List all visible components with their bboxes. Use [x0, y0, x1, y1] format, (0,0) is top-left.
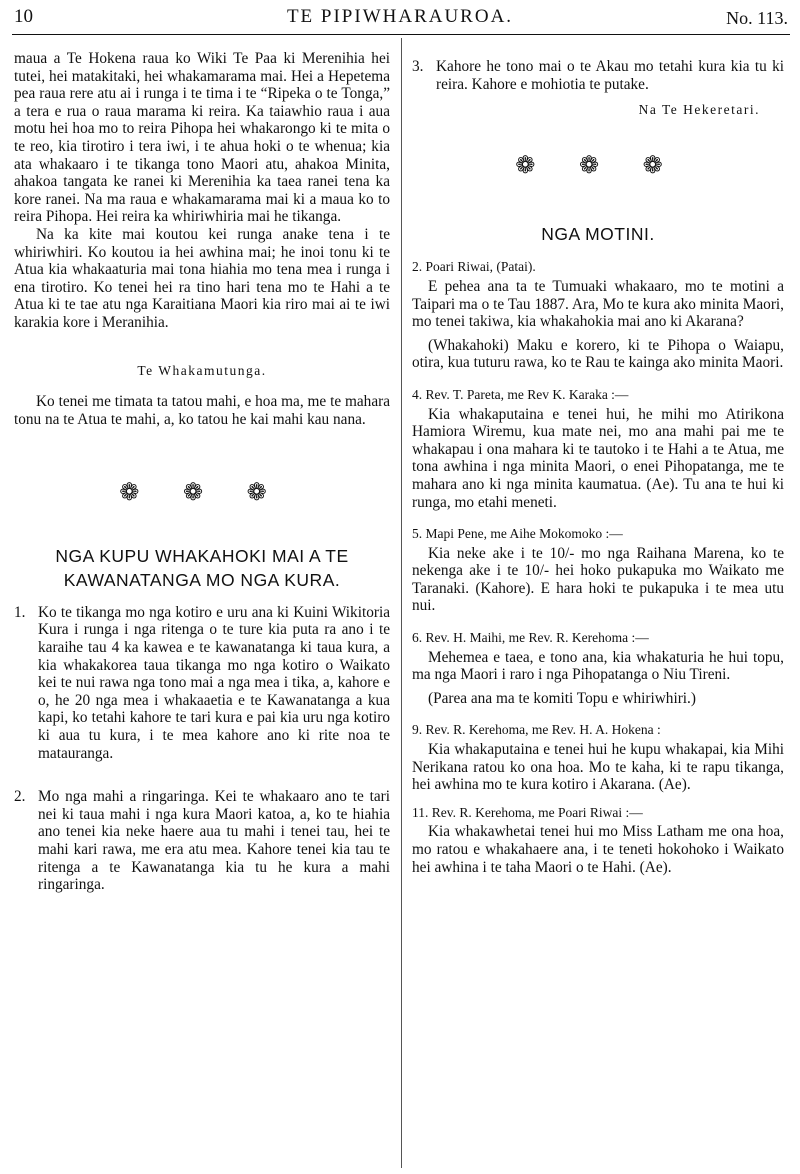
item-text: Mo nga mahi a ringaringa. Kei te whakaaro ano te tari nei ki taua mahi i nga kura Maori katoa, a, ko te hiahia ano tenei kia neke haere aua tu mahi i tenei tau, hei te mahi kari rawa, me era atu mea. Kahore tenei kia tau te ritenga a te Kawanatanga kia tu he kura a mahi ringaringa. — [38, 788, 390, 894]
right-column — [412, 58, 784, 876]
motion-text: (Parea ana ma te komiti Topu e whiriwhiri.) — [428, 689, 696, 707]
motion — [412, 629, 784, 707]
numbered-item — [412, 58, 784, 93]
section-subheading: Te Whakamutunga. — [137, 362, 267, 378]
item-text: Kahore he tono mai o te Akau mo tetahi kura kia tu ki reira. Kahore e mohiotia te putake. — [436, 58, 784, 93]
motion-text: (Whakahoki) Maku e korero, ki te Pihopa o Waiapu, otira, kua tuturu rawa, ko te Rau te kainga ako minita Maori. — [412, 336, 784, 372]
paragraph: Ko tenei me timata ta tatou mahi, e hoa ma, me te mahara tonu na te Atua te mahi, a, ko tatou he kai mahi kau nana. — [14, 393, 390, 428]
motion-heading: 9. Rev. R. Kerehoma, me Rev. H. A. Hokena : — [412, 722, 661, 738]
issue-number: No. 113. — [726, 8, 788, 28]
numbered-item — [14, 604, 390, 762]
motion — [412, 804, 784, 876]
item-number: 1. — [14, 603, 26, 621]
page-number: 10 — [14, 6, 33, 27]
item-text: Ko te tikanga mo nga kotiro e uru ana ki Kuini Wikitoria Kura i runga i nga ritenga o te ture kia puta ra ano i te karaihe tau 4 ka kawea e te kawanatanga ki taua kura, a kia whakakorea taua tikanga mo nga kotiro o Waikato kei te nui rawa nga tono mai a nga mea i tika, a, kahore e o, he 20 nga mea i whakaaetia e te Kawanatanga a kua kapi, ko tetahi kahore te tari kura e pai kia uru nga kotiro ki aua tu kura, i te mea kahore ano ki rite noa te matauranga. — [38, 603, 390, 762]
motion-text: Kia whakaputaina e tenei hui he kupu whakapai, kia Mihi Nerikana ratou ko ona hoa. Mo te kaha, ki te rapu tikanga, hei awhina mo te kura kotiro i Akarana. (Ae). — [412, 741, 784, 794]
section-heading: NGA MOTINI. — [541, 224, 655, 245]
motion-heading: 4. Rev. T. Pareta, me Rev K. Karaka :— — [412, 386, 629, 402]
heading-line: NGA KUPU WHAKAHOKI MAI A TE — [55, 545, 349, 566]
running-title: TE PIPIWHARAUROA. — [286, 6, 514, 27]
motion-heading: 5. Mapi Pene, me Aihe Mokomoko :— — [412, 526, 623, 542]
motion-text: Kia neke ake i te 10/- mo nga Raihana Marena, ko te nekenga ake i te 10/- hei hoko pukapuka mo Waikato me Taranaki. (Kahore). E hara hoki te pukapuka i te mea utu nui. — [412, 544, 784, 615]
heading-line: KAWANATANGA MO NGA KURA. — [63, 569, 341, 590]
motion-heading: 2. Poari Riwai, (Patai). — [412, 259, 536, 275]
paragraph: maua a Te Hokena raua ko Wiki Te Paa ki Merenihia hei tutei, hei matakitaki, hei whakamarama mai. Hei a Hepetema pea raua rere atu ai i runga i te tima i te “Ripeka o te Tonga,” a tera e rua o raua marama ki reira. Ka taiawhio raua i aua motu hei hoa mo to reira Pihopa hei whakarongo ki te mita o te reo, kia tirotiro i tera iwi, i te ahua hoki o te whenua; kia ata whakaaro i te tikanga tono Maori atu, ahakoa Minita, ahakoa tangata ke ranei ki Merenihia ka taea ranei tena ka kore ranei. Na ma raua e whakamarama mai ki a maua ko to reira Pihopa. Hei reira ka whiriwhiria mai he tikanga. — [14, 50, 390, 226]
numbered-item — [14, 788, 390, 894]
item-number: 2. — [14, 788, 26, 806]
signature: Na Te Hekeretari. — [638, 102, 760, 118]
motion — [412, 721, 784, 793]
motion — [412, 386, 784, 511]
motion-heading: 6. Rev. H. Maihi, me Rev. R. Kerehoma :— — [412, 630, 649, 646]
motion-text: Kia whakawhetai tenei hui mo Miss Latham me ona hoa, mo ratou e whakahaere ana, i te teneti hokohoko i Waikato hei awhina i te taha Maori o te Hahi. (Ae). — [412, 823, 784, 876]
motion-text: Kia whakaputaina e tenei hui, he mihi mo Atirikona Hamiora Wiremu, kua mate nei, mo ana mahi pai me te whakapau i ona mahara ki te tautoko i te Hahi a te Atua, me tona awhina i nga minita Maori, o enei Pihopatanga, me te mahara ano ki nga minita kaumatua. (Ae). Tu ana te hui ki runga, mo etahi meneti. — [412, 405, 784, 511]
motion-text: E pehea ana ta te Tumuaki whakaaro, mo te motini a Taipari ma o te Tau 1887. Ara, Mo te kura ako minita Maori, mo tenei takiwa, kia whakahokia mai ano ki Akarana? — [412, 277, 784, 331]
item-number: 3. — [412, 58, 424, 75]
ornament-divider: ❁ ❁ ❁ — [119, 478, 285, 507]
left-column — [14, 50, 390, 894]
paragraph: Na ka kite mai koutou kei runga anake tena i te whiriwhiri. Ko koutou ia hei awhina mai; he inoi tonu ki te Atua kia whakaaturia mai tona hiahia mo tena mea i runga i ena tirotiro. Ko tenei hei ra tino hari tena mo te Hahi a te Atua ki te tae atu nga Karaitiana Maori kia riro mai ai te iwi karakia kore i Meranihia. — [14, 225, 390, 331]
motion-text: Mehemea e taea, e tono ana, kia whakaturia he hui topu, ma nga Maori i raro i nga Pihopatanga o Niu Tireni. — [412, 648, 784, 684]
page-header — [0, 0, 800, 40]
motion — [412, 258, 784, 372]
motion-heading: 11. Rev. R. Kerehoma, me Poari Riwai :— — [412, 804, 643, 820]
motion — [412, 525, 784, 615]
section-heading — [14, 544, 390, 592]
column-divider — [401, 38, 402, 1168]
ornament-divider: ❁ ❁ ❁ — [515, 150, 681, 179]
header-rule — [12, 34, 790, 35]
